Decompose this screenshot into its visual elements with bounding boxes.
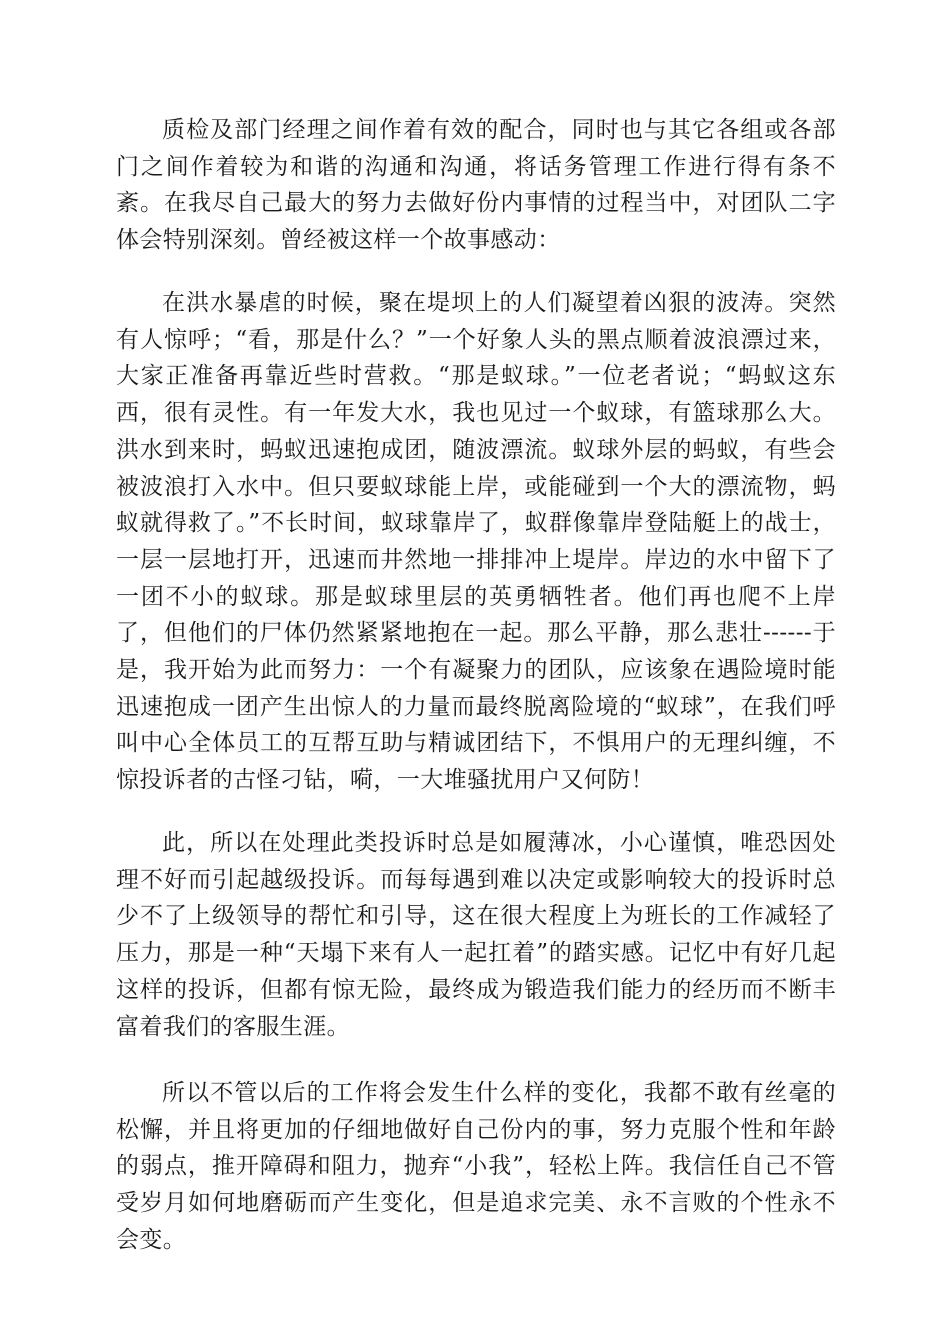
paragraph-ant-ball-story: 在洪水暴虐的时候，聚在堤坝上的人们凝望着凶狠的波涛。突然有人惊呼；“看，那是什么？”一个好象人头的黑点顺着波浪漂过来，大家正准备再靠近些时营救。“那是蚁球。”一位老者说；“蚂蚁这东西，很有灵性。有一年发大水，我也见过一个蚁球，有篮球那么大。洪水到来时，蚂蚁迅速抱成团，随波漂流。蚁球外层的蚂蚁，有些会被波浪打入水中。但只要蚁球能上岸，或能碰到一个大的漂流物，蚂蚁就得救了。”不长时间，蚁球靠岸了，蚁群像靠岸登陆艇上的战士，一层一层地打开，迅速而井然地一排排冲上堤岸。岸边的水中留下了一团不小的蚁球。那是蚁球里层的英勇牺牲者。他们再也爬不上岸了，但他们的尸体仍然紧紧地抱在一起。那么平静，那么悲壮------于是，我开始为此而努力：一个有凝聚力的团队，应该象在遇险境时能迅速抱成一团产生出惊人的力量而最终脱离险境的“蚁球”，在我们呼叫中心全体员工的互帮互助与精诚团结下，不惧用户的无理纠缠，不惊投诉者的古怪刁钻，嗬，一大堆骚扰用户又何防！ (116, 290, 836, 794)
paragraph-future-commitment: 所以不管以后的工作将会发生什么样的变化，我都不敢有丝毫的松懈，并且将更加的仔细地做好自己份内的事，努力克服个性和年龄的弱点，推开障碍和阻力，抛弃“小我”，轻松上阵。我信任自己不管受岁月如何地磨砺而产生变化，但是追求完美、永不言败的个性永不会变。 (116, 1080, 836, 1253)
paragraph-teamwork-intro: 质检及部门经理之间作着有效的配合，同时也与其它各组或各部门之间作着较为和谐的沟通和沟通，将话务管理工作进行得有条不紊。在我尽自己最大的努力去做好份内事情的过程当中，对团队二字体会特别深刻。曾经被这样一个故事感动： (116, 117, 836, 254)
paragraph-complaint-handling: 此，所以在处理此类投诉时总是如履薄冰，小心谨慎，唯恐因处理不好而引起越级投诉。而每每遇到难以决定或影响较大的投诉时总少不了上级领导的帮忙和引导，这在很大程度上为班长的工作减轻了压力，那是一种“天塌下来有人一起扛着”的踏实感。记忆中有好几起这样的投诉，但都有惊无险，最终成为锻造我们能力的经历而不断丰富着我们的客服生涯。 (116, 830, 836, 1040)
